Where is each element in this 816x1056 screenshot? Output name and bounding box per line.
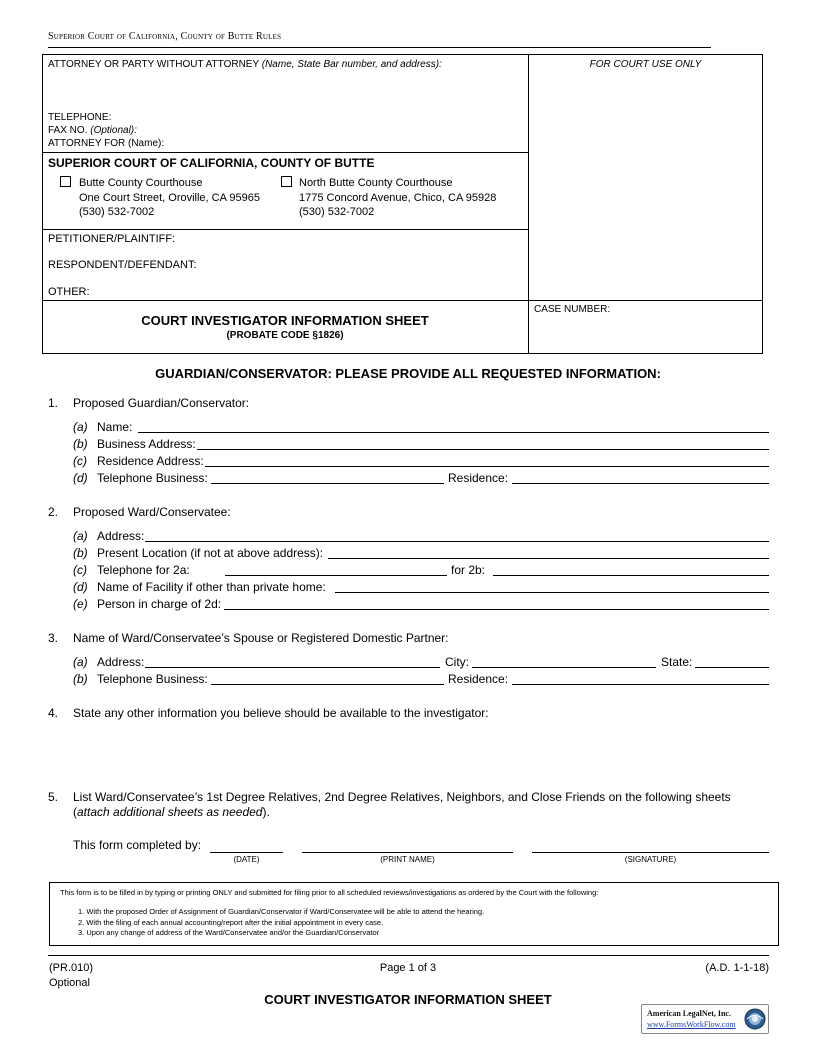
notice-list [78, 907, 484, 939]
other-label: OTHER: [48, 286, 90, 298]
attorney-label-hint: (Name, State Bar number, and address): [261, 59, 442, 70]
completed-print-name-field[interactable] [302, 840, 513, 853]
fax-label-block [48, 125, 137, 136]
telephone-label: TELEPHONE: [48, 112, 112, 123]
s2d-facility-field[interactable] [335, 580, 769, 593]
court-use-label: FOR COURT USE ONLY [589, 59, 702, 70]
notice-item-1: 1. With the proposed Order of Assignment of Guardian/Conservator if Ward/Conservatee will be able to attend the hearing. [78, 907, 485, 916]
s2c-label: Telephone for 2a: [97, 563, 190, 577]
s2b-present-location-field[interactable] [328, 546, 769, 559]
attorney-for-label: ATTORNEY FOR (Name): [48, 138, 165, 149]
footer-optional: Optional [49, 977, 90, 989]
completed-print-name-caption: (PRINT NAME) [380, 855, 435, 864]
footer-form-id: (PR.010) [49, 962, 94, 974]
completed-date-caption: (DATE) [233, 855, 260, 864]
s2c-telephone-2b-field[interactable] [493, 563, 769, 576]
s5-number: 5. [48, 790, 59, 804]
notice-item-3: 3. Upon any change of address of the Ward/Conservatee and/or the Guardian/Conservator [78, 928, 380, 937]
s2d-letter: (d) [73, 580, 88, 594]
caption-vertical-divider [528, 54, 529, 354]
caption-divider-2 [42, 229, 528, 230]
s3a-label: Address: [97, 655, 145, 669]
instruction-heading: GUARDIAN/CONSERVATOR: PLEASE PROVIDE ALL REQUESTED INFORMATION: [155, 366, 661, 381]
header-rule-title: Superior Court of California, County of Butte Rules [48, 31, 282, 42]
s4-number: 4. [48, 706, 59, 720]
header-divider [48, 47, 711, 48]
s3b-residence-label: Residence: [448, 672, 509, 686]
logo-line1: American LegalNet, Inc. [647, 1009, 731, 1018]
caption-divider-3 [42, 300, 763, 301]
s2a-label: Address: [97, 529, 145, 543]
s4-title: State any other information you believe should be available to the investigator: [73, 706, 489, 720]
s3b-label: Telephone Business: [97, 672, 208, 686]
courthouse1-address: One Court Street, Oroville, CA 95965 [79, 191, 260, 204]
s2c-2b-label: for 2b: [451, 563, 486, 577]
s2b-label: Present Location (if not at above address): [97, 546, 324, 560]
s1b-letter: (b) [73, 437, 88, 451]
s1d-residence-phone-field[interactable] [512, 471, 769, 484]
s2a-address-field[interactable] [145, 529, 769, 542]
courthouse2-checkbox[interactable] [281, 174, 292, 192]
s3b-business-phone-field[interactable] [211, 672, 444, 685]
courthouse2-name: North Butte County Courthouse [299, 177, 453, 189]
courthouse1-info [79, 176, 260, 220]
footer-date-code: (A.D. 1-1-18) [705, 962, 769, 974]
s1a-name-field[interactable] [138, 420, 769, 433]
s3a-state-field[interactable] [695, 655, 769, 668]
s1b-label: Business Address: [97, 437, 196, 451]
s5-line2-italic: attach additional sheets as needed [77, 805, 263, 819]
form-title: COURT INVESTIGATOR INFORMATION SHEET [141, 313, 429, 328]
s3a-address-field[interactable] [145, 655, 440, 668]
s1d-label: Telephone Business: [97, 471, 208, 485]
footer-page: Page 1 of 3 [379, 962, 437, 974]
s3a-city-label: City: [445, 655, 469, 669]
globe-icon [744, 1008, 766, 1030]
s2d-label: Name of Facility if other than private home: [97, 580, 326, 594]
s2e-letter: (e) [73, 597, 88, 611]
s2b-letter: (b) [73, 546, 88, 560]
respondent-label: RESPONDENT/DEFENDANT: [48, 259, 197, 271]
logo-line2: www.FormsWorkFlow.com [647, 1020, 736, 1029]
s1d-business-phone-field[interactable] [211, 471, 444, 484]
s2c-telephone-2a-field[interactable] [225, 563, 447, 576]
attorney-label-block [48, 59, 442, 70]
completed-signature-caption: (SIGNATURE) [624, 855, 677, 864]
s1d-residence-label: Residence: [448, 471, 509, 485]
notice-intro: This form is to be filled in by typing or printing ONLY and submitted for filing prior to all scheduled reviews/investigations as ordered by the Court with the following: [60, 888, 599, 897]
s5-line2-end: ). [262, 805, 270, 819]
s3a-city-field[interactable] [472, 655, 656, 668]
s1-title: Proposed Guardian/Conservator: [73, 396, 250, 410]
s1a-label: Name: [97, 420, 133, 434]
s1c-residence-address-field[interactable] [205, 454, 769, 467]
s2a-letter: (a) [73, 529, 88, 543]
form-subtitle: (PROBATE CODE §1826) [226, 330, 344, 341]
legalnet-logo [641, 1004, 769, 1034]
courthouse1-name: Butte County Courthouse [79, 177, 203, 189]
s3-title: Name of Ward/Conservatee’s Spouse or Registered Domestic Partner: [73, 631, 449, 645]
footer-divider [48, 955, 769, 956]
s5-line1: List Ward/Conservatee’s 1st Degree Relatives, 2nd Degree Relatives, Neighbors, and Close Friends on the following sheets [73, 790, 731, 804]
s1b-business-address-field[interactable] [197, 437, 769, 450]
s1a-letter: (a) [73, 420, 88, 434]
s1c-letter: (c) [73, 454, 87, 468]
completed-signature-field[interactable] [532, 840, 769, 853]
courthouse2-info [299, 176, 496, 220]
s4-other-info-area[interactable] [73, 724, 769, 784]
s5-line2 [73, 805, 270, 819]
s1-number: 1. [48, 396, 59, 410]
petitioner-label: PETITIONER/PLAINTIFF: [48, 233, 176, 245]
s5-line2-open: ( [73, 805, 77, 819]
fax-hint: (Optional): [90, 125, 137, 136]
case-number-label: CASE NUMBER: [534, 304, 611, 315]
s3b-residence-phone-field[interactable] [512, 672, 769, 685]
s3a-state-label: State: [661, 655, 693, 669]
fax-label: FAX NO. [48, 125, 88, 136]
court-name: SUPERIOR COURT OF CALIFORNIA, COUNTY OF BUTTE [48, 156, 375, 170]
caption-divider-1 [42, 152, 528, 153]
courthouse2-phone: (530) 532-7002 [299, 206, 375, 218]
courthouse1-checkbox[interactable] [60, 174, 71, 192]
attorney-label: ATTORNEY OR PARTY WITHOUT ATTORNEY [48, 59, 259, 70]
courthouse2-address: 1775 Concord Avenue, Chico, CA 95928 [299, 191, 497, 204]
s3b-letter: (b) [73, 672, 88, 686]
s2c-letter: (c) [73, 563, 87, 577]
s2e-label: Person in charge of 2d: [97, 597, 222, 611]
notice-item-2: 2. With the filing of each annual accounting/report after the initial appointment in every case. [78, 917, 384, 927]
s1c-label: Residence Address: [97, 454, 204, 468]
courthouse1-phone: (530) 532-7002 [79, 206, 155, 218]
s3a-letter: (a) [73, 655, 88, 669]
footer-title: COURT INVESTIGATOR INFORMATION SHEET [264, 992, 552, 1007]
s3-number: 3. [48, 631, 59, 645]
s2e-person-in-charge-field[interactable] [224, 597, 769, 610]
s2-title: Proposed Ward/Conservatee: [73, 505, 231, 519]
s2-number: 2. [48, 505, 59, 519]
completed-by-label: This form completed by: [73, 838, 202, 852]
s1d-letter: (d) [73, 471, 88, 485]
completed-date-field[interactable] [210, 840, 283, 853]
